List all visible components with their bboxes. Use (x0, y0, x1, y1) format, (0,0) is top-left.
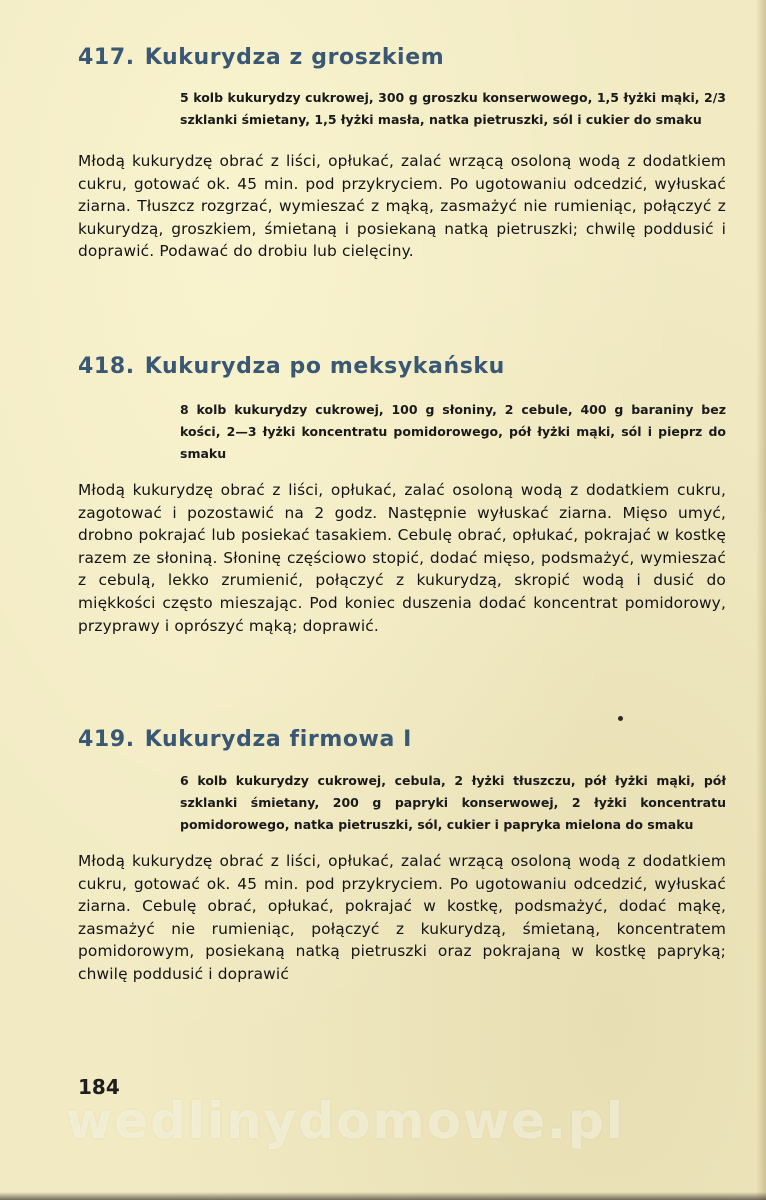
recipe-number: 418. (78, 354, 135, 379)
page-bottom-shadow (0, 1192, 766, 1200)
recipe-method: Młodą kukurydzę obrać z liści, opłukać, zalać wrzącą osoloną wodą z dodatkiem cukru, gotować ok. 45 min. pod przykryciem. Po ugotowaniu odcedzić, wyłuskać ziarna. Cebulę obrać, opłukać, pokrajać w kostkę, podsmażyć, dodać mąkę, zasmażyć nie rumieniąc, połączyć z kukurydzą, śmietaną, koncentratem pomidorowym, posiekaną natką pietruszki oraz pokrajaną w kostkę papryką; chwilę poddusić i doprawić (78, 852, 726, 983)
recipe-title (78, 353, 726, 381)
page-edge-shadow (756, 0, 766, 1200)
recipe-title (78, 726, 726, 754)
recipe-title (78, 44, 726, 72)
recipe-number: 419. (78, 727, 135, 752)
recipe-417 (78, 44, 726, 263)
recipe-method: Młodą kukurydzę obrać z liści, opłukać, zalać wrzącą osoloną wodą z dodatkiem cukru, gotować ok. 45 min. pod przykryciem. Po ugotowaniu odcedzić, wyłuskać ziarna. Tłuszcz rozgrzać, wymieszać z mąką, zasmażyć nie rumieniąc, połączyć z kukurydzą, groszkiem, śmietaną i posiekaną natką pietruszki; chwilę poddusić i doprawić. Podawać do drobiu lub cielęciny. (78, 152, 726, 261)
recipe-ingredients: 8 kolb kukurydzy cukrowej, 100 g słoniny, 2 cebule, 400 g baraniny bez kości, 2—3 łyżki koncentratu pomidorowego, pół łyżki mąki, sól i pieprz do smaku (180, 402, 726, 461)
recipe-title-text: Kukurydza z groszkiem (144, 45, 445, 70)
watermark: wedlinydomowe.pl (66, 1092, 625, 1150)
recipe-ingredients: 6 kolb kukurydzy cukrowej, cebula, 2 łyżki tłuszczu, pół łyżki mąki, pół szklanki śmietany, 200 g papryki konserwowej, 2 łyżki koncentratu pomidorowego, natka pietruszki, sól, cukier i papryka mielona do smaku (180, 773, 726, 832)
recipe-title-text: Kukurydza po meksykańsku (144, 354, 505, 379)
recipe-ingredients: 5 kolb kukurydzy cukrowej, 300 g groszku konserwowego, 1,5 łyżki mąki, 2/3 szklanki śmietany, 1,5 łyżki masła, natka pietruszki, sól i cukier do smaku (180, 90, 726, 127)
recipe-title-text: Kukurydza firmowa I (144, 727, 412, 752)
page-number: 184 (78, 1075, 120, 1099)
recipe-418 (78, 353, 726, 637)
recipe-number: 417. (78, 45, 135, 70)
recipe-method: Młodą kukurydzę obrać z liści, opłukać, zalać osoloną wodą z dodatkiem cukru, zagotować i pozostawić na 2 godz. Następnie wyłuskać ziarna. Mięso umyć, drobno pokrajać lub posiekać tasakiem. Cebulę obrać, opłukać, pokrajać w kostkę razem ze słoniną. Słoninę częściowo stopić, dodać mięso, podsmażyć, wymieszać z cebulą, lekko zrumienić, połączyć z kukurydzą, skropić wodą i dusić do miękkości często mieszając. Pod koniec duszenia dodać koncentrat pomidorowy, przyprawy i oprószyć mąką; doprawić. (78, 481, 726, 635)
recipe-419 (78, 726, 726, 986)
print-speck (618, 716, 623, 721)
